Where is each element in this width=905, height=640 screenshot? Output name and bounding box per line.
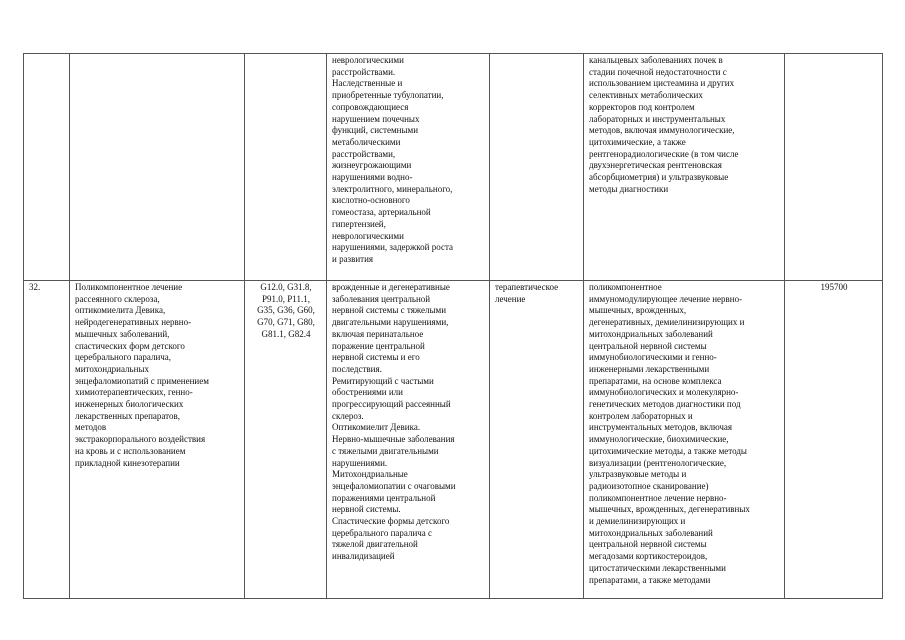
table-row-continuation	[24, 54, 883, 281]
care-type-cell	[70, 54, 245, 281]
table-row-32	[24, 281, 883, 599]
treatment-method-cell: поликомпонентное иммуномодулирующее лечение нервно- мышечных, врожденных, дегенеративных, демиелинизирующих и митохондриальных заболеваний центральной нервной системы иммунобиологическими и генно- инженерными лекарственными препаратами, на основе комплекса иммунобиологических и молекулярно- генетических методов диагностики под контролем лабораторных и инструментальных методов, включая иммунологические, биохимические, цитохимические методы, а также методы визуализации (рентгенологические, ультразвуковые методы и радиоизотопное сканирование) поликомпонентное лечение нервно- мышечных, врожденных, дегенеративных и демиелинизирующих и митохондриальных заболеваний центральной нервной системы мегадозами кортикостероидов, цитостатическими лекарственными препаратами, а также методами	[584, 281, 785, 599]
care-type-cell: Поликомпонентное лечение рассеянного склероза, оптикомиелита Девика, нейродегенеративных нервно- мышечных заболеваний, спастических форм детского церебрального паралича, митохондриальных энцефаломиопатий с применением химиотерапевтических, генно- инженерных биологических лекарственных препаратов, методов экстракорпорального воздействия на кровь и с использованием прикладной кинезотерапии	[70, 281, 245, 599]
cost-cell: 195700	[785, 281, 883, 599]
cost-cell	[785, 54, 883, 281]
row-number-cell: 32.	[24, 281, 70, 599]
icd-codes-cell: G12.0, G31.8, P91.0, P11.1, G35, G36, G60, G70, G71, G80, G81.1, G82.4	[245, 281, 327, 599]
treatment-type-cell	[490, 54, 584, 281]
row-number-cell	[24, 54, 70, 281]
medical-care-table	[23, 53, 883, 599]
patient-model-cell: неврологическими расстройствами. Наследственные и приобретенные тубулопатии, сопровождающиеся нарушением почечных функций, системными метаболическими расстройствами, жизнеугрожающими нарушениями водно- электролитного, минерального, кислотно-основного гомеостаза, артериальной гипертензией, неврологическими нарушениями, задержкой роста и развития	[327, 54, 490, 281]
icd-codes-cell	[245, 54, 327, 281]
treatment-type-cell: терапевтическое лечение	[490, 281, 584, 599]
patient-model-cell: врожденные и дегенеративные заболевания центральной нервной системы с тяжелыми двигательными нарушениями, включая перинатальное поражение центральной нервной системы и его последствия. Ремитирующий с частыми обострениями или прогрессирующий рассеянный склероз. Оптикомиелит Девика. Нервно-мышечные заболевания с тяжелыми двигательными нарушениями. Митохондриальные энцефаломиопатии с очаговыми поражениями центральной нервной системы. Спастические формы детского церебрального паралича с тяжелой двигательной инвалидизацией	[327, 281, 490, 599]
treatment-method-cell: канальцевых заболеваниях почек в стадии почечной недостаточности с использованием цистеамина и других селективных метаболических корректоров под контролем лабораторных и инструментальных методов, включая иммунологические, цитохимические, а также рентгенорадиологические (в том числе двухэнергетическая рентгеновская абсорбциометрия) и ультразвуковые методы диагностики	[584, 54, 785, 281]
